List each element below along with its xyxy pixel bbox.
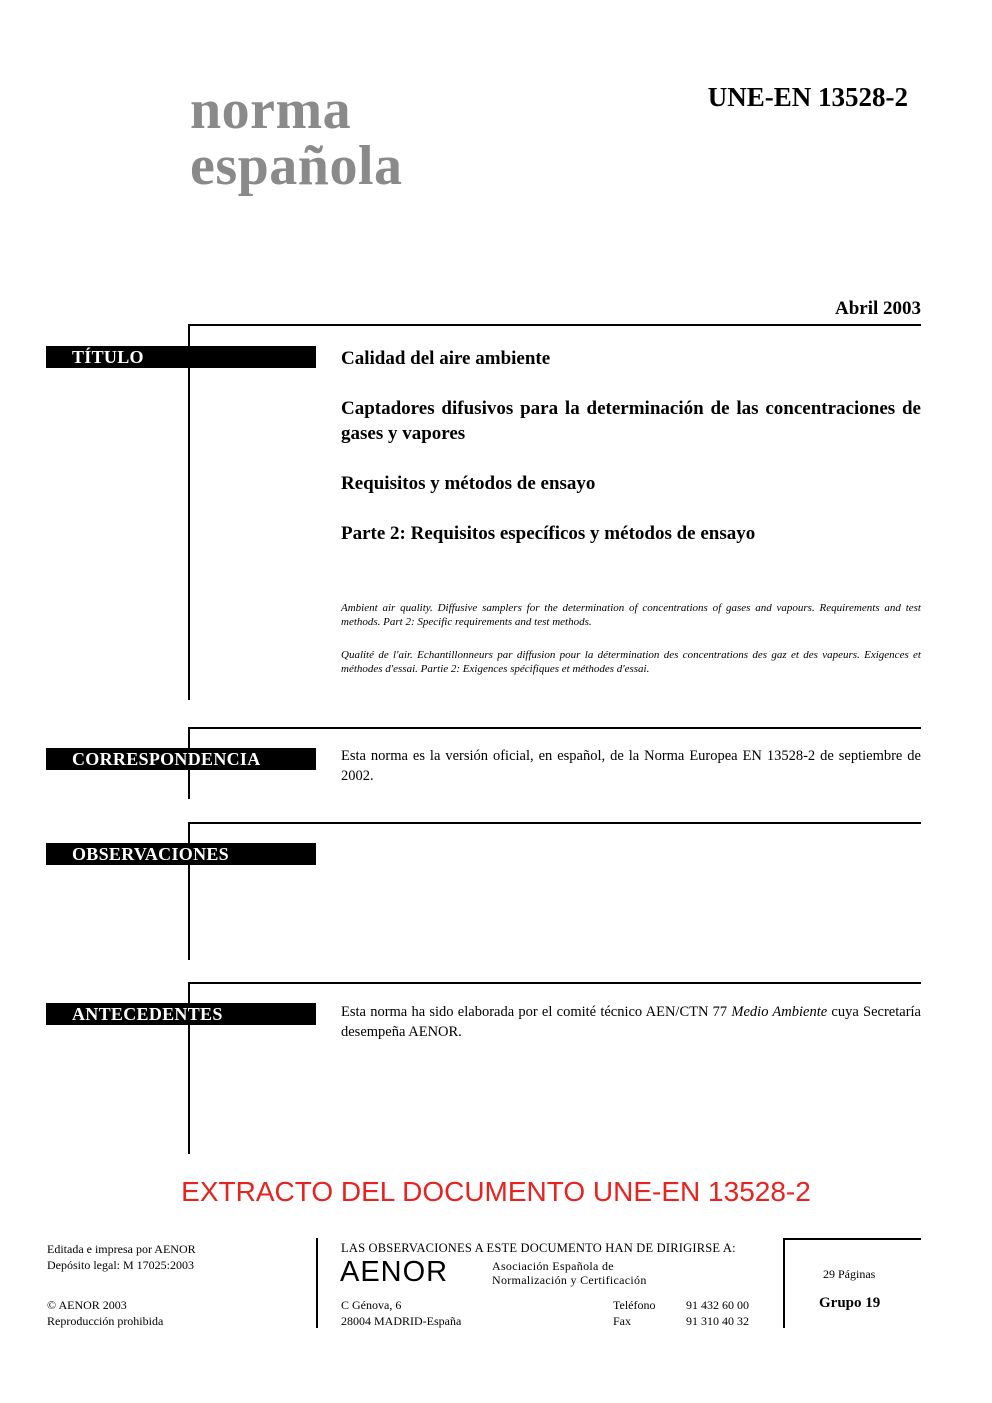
- title-french: Qualité de l'air. Echantillonneurs par diffusion pour la détermination des concentrations des gaz et des vapeurs. Exigences et méthodes d'essai. Partie 2: Exigences spécifiques et méthodes d'essai.: [341, 649, 921, 675]
- observations-notice: LAS OBSERVACIONES A ESTE DOCUMENTO HAN DE DIRIGIRSE A:: [341, 1241, 736, 1255]
- titulo-top-rule: [188, 324, 921, 326]
- correspondencia-top-rule: [188, 727, 921, 729]
- copyright: © AENOR 2003: [47, 1298, 127, 1312]
- standard-code: UNE-EN 13528-2: [707, 82, 908, 112]
- observaciones-top-rule: [188, 822, 921, 824]
- section-label-antecedentes: ANTECEDENTES: [46, 1003, 316, 1025]
- footer-copyright-block: [47, 1297, 163, 1329]
- section-label-correspondencia: CORRESPONDENCIA: [46, 748, 316, 770]
- group-number: Grupo 19: [819, 1295, 881, 1311]
- committee-name: Medio Ambiente: [731, 1004, 828, 1020]
- fax-value: 91 310 40 32: [686, 1314, 749, 1328]
- contact-values: [686, 1297, 749, 1329]
- titulo-side-rule: [188, 324, 190, 700]
- footer-divider-left: [316, 1238, 318, 1328]
- correspondencia-text: Esta norma es la versión oficial, en español, de la Norma Europea EN 13528-2 de septiembre de 2002.: [341, 748, 921, 784]
- brand-line-2: española: [190, 135, 403, 197]
- association-name: [492, 1259, 647, 1287]
- brand-title: [190, 79, 403, 197]
- aenor-logo: AENOR: [340, 1256, 449, 1288]
- page-count: 29 Páginas: [823, 1267, 876, 1281]
- fax-label: Fax: [613, 1314, 631, 1328]
- address-block: [341, 1297, 461, 1329]
- title-line-2: Captadores difusivos para la determinación de las concentraciones de gases y vapores: [341, 398, 921, 444]
- legal-deposit: Depósito legal: M 17025:2003: [47, 1258, 194, 1272]
- title-line-4: Parte 2: Requisitos específicos y métodos de ensayo: [341, 523, 756, 544]
- phone-value: 91 432 60 00: [686, 1298, 749, 1312]
- antecedentes-top-rule: [188, 982, 921, 984]
- title-line-3: Requisitos y métodos de ensayo: [341, 473, 596, 494]
- title-line-1: Calidad del aire ambiente: [341, 348, 551, 369]
- antecedentes-text-after: cuya Secretaría desempeña AENOR.: [341, 1004, 921, 1040]
- association-line-2: Normalización y Certificación: [492, 1273, 647, 1287]
- section-label-titulo: TÍTULO: [46, 346, 316, 368]
- association-line-1: Asociación Española de: [492, 1259, 614, 1273]
- section-label-observaciones: OBSERVACIONES: [46, 843, 316, 865]
- footer-group-rule: [783, 1238, 921, 1240]
- contact-labels: [613, 1297, 655, 1329]
- antecedentes-text-before: Esta norma ha sido elaborada por el comité técnico AEN/CTN 77: [341, 1004, 732, 1020]
- phone-label: Teléfono: [613, 1298, 656, 1312]
- brand-line-1: norma: [190, 79, 352, 141]
- address-line-1: C Génova, 6: [341, 1298, 402, 1312]
- title-english: Ambient air quality. Diffusive samplers for the determination of concentrations of gases and vapours. Requirements and test methods. Part 2: Specific requirements and test methods.: [341, 602, 921, 628]
- footer-publisher-block: [47, 1241, 196, 1273]
- reproduction-notice: Reproducción prohibida: [47, 1314, 164, 1328]
- extract-notice: EXTRACTO DEL DOCUMENTO UNE-EN 13528-2: [181, 1176, 811, 1207]
- footer-divider-right: [783, 1238, 785, 1328]
- address-line-2: 28004 MADRID-España: [341, 1314, 462, 1328]
- antecedentes-text: [341, 1002, 921, 1042]
- edited-by: Editada e impresa por AENOR: [47, 1242, 196, 1256]
- publication-date: Abril 2003: [834, 298, 921, 319]
